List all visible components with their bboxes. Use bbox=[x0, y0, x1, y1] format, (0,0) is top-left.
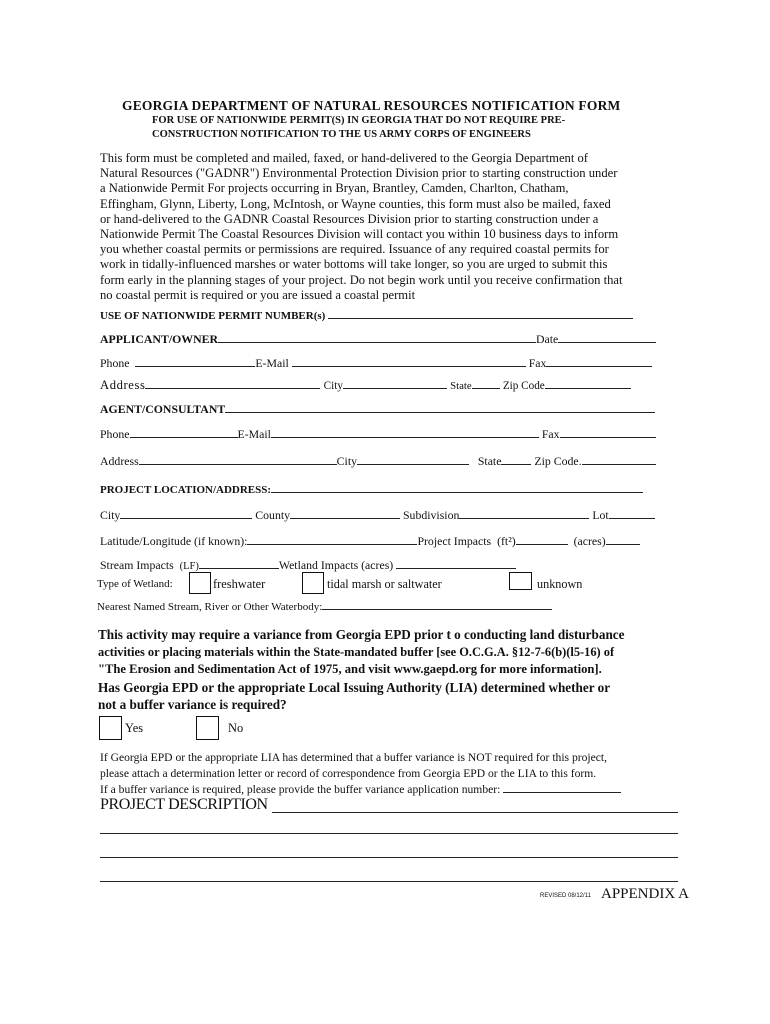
project-city-row bbox=[100, 507, 655, 523]
agent-city-field[interactable] bbox=[357, 453, 469, 465]
form-title: GEORGIA DEPARTMENT OF NATURAL RESOURCES NOTIFICATION FORM bbox=[122, 98, 621, 113]
agent-address-label: Address bbox=[100, 454, 139, 468]
intro-line: you whether coastal permits or permissions are required. Issuance of any required coastal permits for bbox=[100, 242, 609, 257]
agent-field[interactable] bbox=[225, 401, 655, 413]
warning-line: This activity may require a variance from Georgia EPD prior t o conducting land disturbance bbox=[98, 627, 625, 642]
lot-label: Lot bbox=[592, 508, 609, 522]
applicant-label: APPLICANT/OWNER bbox=[100, 332, 218, 346]
intro-line: or hand-delivered to the GADNR Coastal Resources Division prior to starting construction under a bbox=[100, 211, 599, 226]
applicant-city-label: City bbox=[323, 380, 343, 392]
intro-line: Natural Resources ("GADNR") Environmental Protection Division prior to starting construction under bbox=[100, 166, 618, 181]
revised-date: REVISED 08/12/11 bbox=[540, 893, 591, 899]
subdivision-field[interactable] bbox=[459, 507, 589, 519]
date-field[interactable] bbox=[558, 331, 656, 343]
county-field[interactable] bbox=[290, 507, 400, 519]
buffer-variance-note bbox=[100, 750, 621, 798]
nwp-number-label: USE OF NATIONWIDE PERMIT NUMBER(s) bbox=[100, 310, 326, 322]
latlong-label: Latitude/Longitude (if known): bbox=[100, 534, 248, 548]
project-location-row bbox=[100, 481, 643, 496]
project-description-line[interactable] bbox=[100, 833, 678, 834]
applicant-address-row bbox=[100, 377, 631, 393]
nwp-number-field[interactable] bbox=[328, 307, 633, 319]
no-checkbox[interactable] bbox=[196, 716, 219, 740]
agent-state-label: State bbox=[477, 454, 502, 468]
unknown-label: unknown bbox=[537, 577, 583, 591]
agent-label: AGENT/CONSULTANT bbox=[100, 402, 226, 416]
project-location-label: PROJECT LOCATION/ADDRESS: bbox=[100, 484, 272, 496]
agent-fax-field[interactable] bbox=[560, 426, 656, 438]
agent-fax-label: Fax bbox=[541, 427, 560, 441]
county-label: County bbox=[255, 508, 291, 522]
yes-label: Yes bbox=[125, 721, 144, 735]
warning-line: not a buffer variance is required? bbox=[98, 697, 287, 712]
intro-line: form early in the planning stages of your project. Do not begin work until you receive confirmation that bbox=[100, 272, 623, 287]
applicant-row bbox=[100, 331, 656, 347]
agent-phone-row bbox=[100, 426, 656, 442]
note-line: If Georgia EPD or the appropriate LIA has determined that a buffer variance is NOT required for this project, bbox=[100, 751, 608, 764]
intro-line: This form must be completed and mailed, faxed, or hand-delivered to the Georgia Department of bbox=[100, 151, 588, 165]
impacts-ft2-field[interactable] bbox=[516, 533, 568, 545]
applicant-zip-label: Zip Code bbox=[502, 380, 545, 392]
nearest-stream-field[interactable] bbox=[322, 598, 552, 610]
warning-line: "The Erosion and Sedimentation Act of 1975, and visit www.gaepd.org for more information]. bbox=[98, 662, 602, 676]
warning-line: Has Georgia EPD or the appropriate Local Issuing Authority (LIA) determined whether or bbox=[98, 679, 611, 695]
applicant-field[interactable] bbox=[218, 331, 536, 343]
agent-phone-label: Phone bbox=[100, 427, 130, 441]
project-location-field[interactable] bbox=[271, 481, 643, 493]
agent-state-field[interactable] bbox=[501, 453, 531, 465]
applicant-email-field[interactable] bbox=[292, 355, 526, 367]
agent-city-label: City bbox=[336, 454, 357, 468]
intro-line: Nationwide Permit The Coastal Resources Division will contact you within 10 business days to inform bbox=[100, 227, 619, 242]
project-impacts-label: Project Impacts bbox=[417, 534, 492, 548]
form-subtitle-line2: CONSTRUCTION NOTIFICATION TO THE US ARMY CORPS OF ENGINEERS bbox=[152, 129, 531, 140]
unknown-checkbox[interactable] bbox=[509, 572, 532, 590]
intro-line: a Nationwide Permit For projects occurring in Bryan, Brantley, Camden, Charlton, Chatham, bbox=[100, 181, 569, 196]
applicant-fax-label: Fax bbox=[528, 356, 547, 370]
freshwater-checkbox[interactable] bbox=[189, 572, 211, 594]
ft2-label: (ft²) bbox=[497, 534, 516, 548]
stream-impacts-field[interactable] bbox=[199, 557, 279, 569]
applicant-city-field[interactable] bbox=[343, 377, 447, 389]
project-description-line[interactable] bbox=[100, 857, 678, 858]
applicant-email-label: E-Mail bbox=[255, 356, 289, 370]
no-label: No bbox=[228, 721, 244, 735]
stream-impacts-label: Stream Impacts bbox=[100, 558, 174, 572]
agent-email-label: E-Mail bbox=[237, 427, 271, 441]
agent-phone-field[interactable] bbox=[130, 426, 238, 438]
intro-paragraph bbox=[100, 151, 680, 303]
form-subtitle-line1: FOR USE OF NATIONWIDE PERMIT(S) IN GEORGIA THAT DO NOT REQUIRE PRE- bbox=[152, 115, 566, 126]
tidal-marsh-checkbox[interactable] bbox=[302, 572, 324, 594]
project-description-line[interactable] bbox=[272, 812, 678, 813]
agent-row bbox=[100, 401, 655, 417]
applicant-phone-row bbox=[100, 355, 652, 371]
applicant-phone-field[interactable] bbox=[135, 355, 255, 367]
applicant-state-field[interactable] bbox=[472, 377, 500, 389]
wetland-impacts-field[interactable] bbox=[396, 557, 516, 569]
subdivision-label: Subdivision bbox=[402, 508, 460, 522]
variance-number-label: If a buffer variance is required, please provide the buffer variance application number: bbox=[100, 783, 501, 796]
applicant-zip-field[interactable] bbox=[545, 377, 631, 389]
note-line: please attach a determination letter or record of correspondence from Georgia EPD or the LIA to this form. bbox=[100, 766, 597, 780]
applicant-address-label: Address bbox=[100, 378, 146, 392]
applicant-address-field[interactable] bbox=[145, 377, 320, 389]
project-description-line[interactable] bbox=[100, 881, 678, 882]
nearest-stream-label: Nearest Named Stream, River or Other Waterbody: bbox=[97, 601, 323, 613]
yes-checkbox[interactable] bbox=[99, 716, 122, 740]
applicant-phone-label: Phone bbox=[100, 356, 130, 370]
warning-line: activities or placing materials within the State-mandated buffer [see O.C.G.A. §12-7-6(b)(l5-16) of bbox=[98, 644, 615, 659]
agent-zip-field[interactable] bbox=[582, 453, 656, 465]
lot-field[interactable] bbox=[609, 507, 655, 519]
latlong-field[interactable] bbox=[247, 533, 417, 545]
latlong-row bbox=[100, 533, 640, 549]
intro-line: no coastal permit is required or you are issued a coastal permit bbox=[100, 287, 416, 302]
intro-line: work in tidally-influenced marshes or water bottoms will take longer, so you are urged to submit this bbox=[100, 257, 608, 272]
project-city-label: City bbox=[100, 508, 121, 522]
nearest-stream-row bbox=[97, 598, 552, 613]
agent-address-field[interactable] bbox=[139, 453, 337, 465]
agent-email-field[interactable] bbox=[271, 426, 539, 438]
agent-address-row bbox=[100, 453, 656, 469]
date-label: Date bbox=[535, 332, 559, 346]
applicant-state-label: State bbox=[450, 380, 472, 392]
type-of-wetland-label: Type of Wetland: bbox=[97, 578, 173, 590]
wetland-impacts-label: Wetland Impacts (acres) bbox=[278, 558, 394, 572]
intro-line: Effingham, Glynn, Liberty, Long, McIntosh, or Wayne counties, this form must also be mailed, faxed bbox=[100, 196, 611, 211]
stream-impacts-row bbox=[100, 557, 516, 573]
acres-label: (acres) bbox=[573, 534, 606, 548]
impacts-acres-field[interactable] bbox=[606, 533, 640, 545]
variance-number-field[interactable] bbox=[503, 781, 621, 793]
nwp-number-row bbox=[100, 307, 633, 322]
appendix-label: APPENDIX A bbox=[601, 886, 689, 902]
agent-zip-label: Zip Code. bbox=[534, 454, 582, 468]
buffer-variance-warning bbox=[98, 626, 688, 714]
project-description-heading: PROJECT DESCRIPTION bbox=[100, 796, 268, 813]
project-city-field[interactable] bbox=[120, 507, 252, 519]
tidal-marsh-label: tidal marsh or saltwater bbox=[327, 577, 442, 591]
applicant-fax-field[interactable] bbox=[546, 355, 652, 367]
lf-label: (LF) bbox=[179, 561, 199, 572]
freshwater-label: freshwater bbox=[213, 577, 266, 591]
